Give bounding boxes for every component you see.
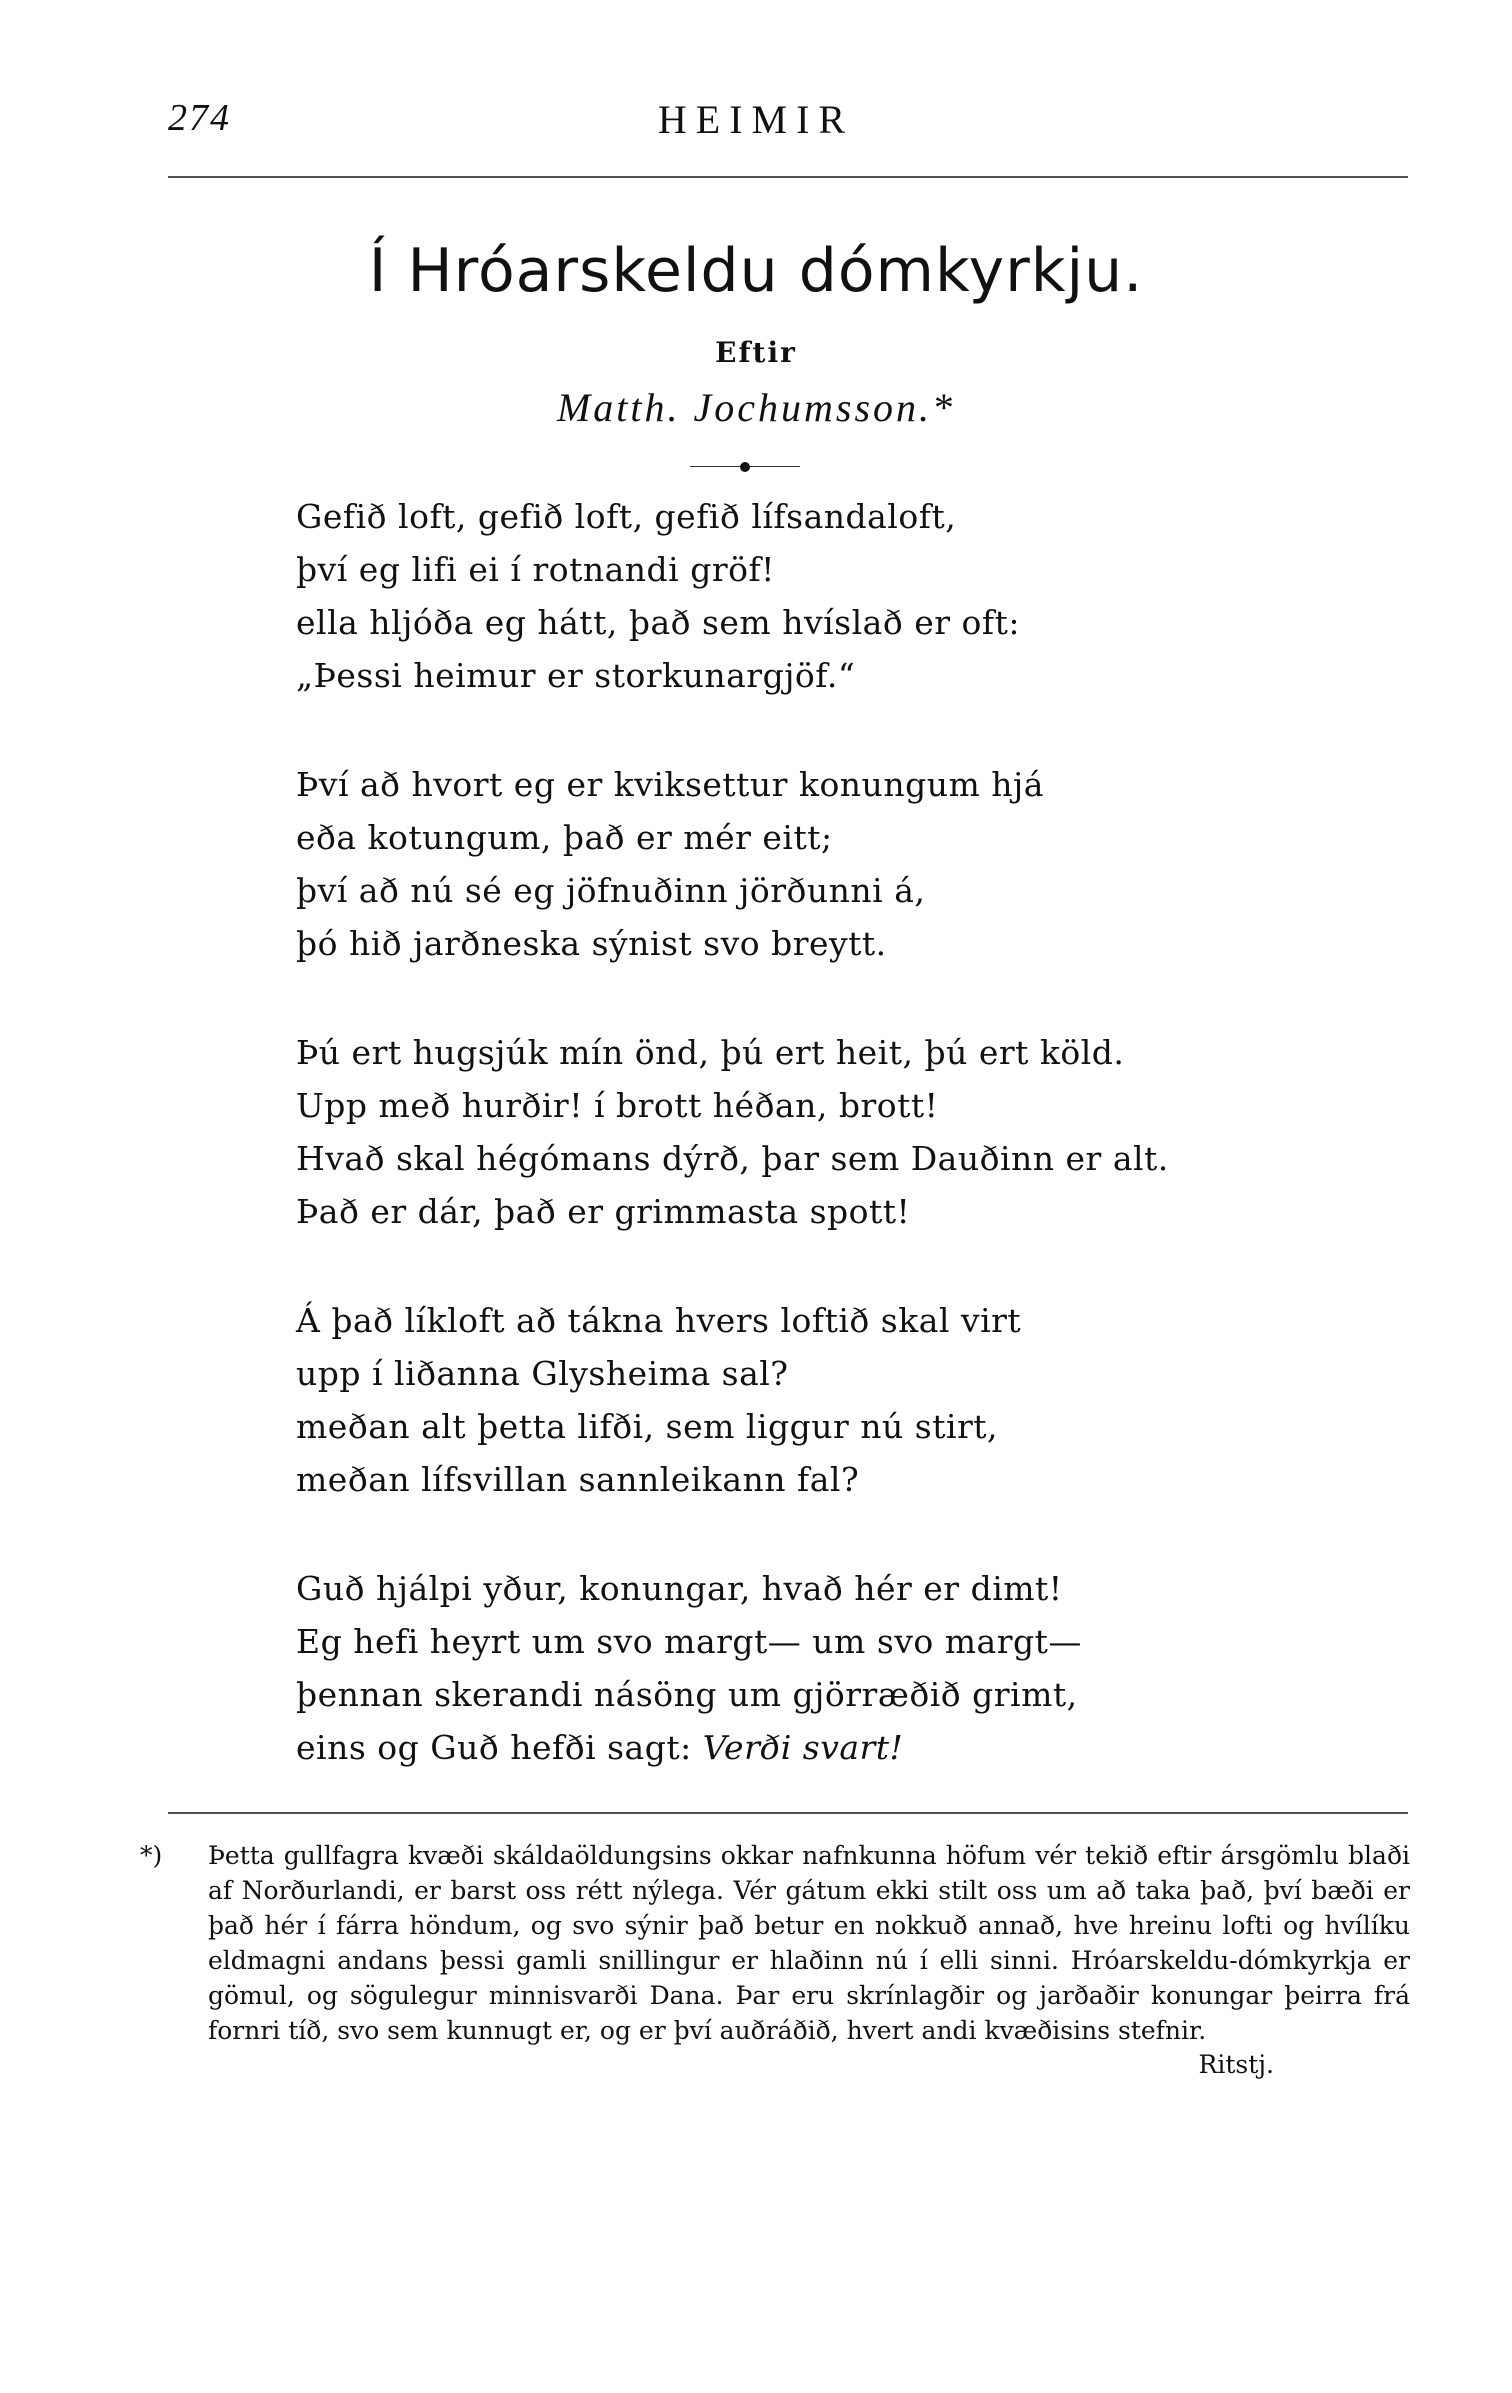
verse-line: því eg lifi ei í rotnandi gröf! <box>296 550 775 589</box>
page-number: 274 <box>168 97 231 139</box>
verse-line: Því að hvort eg er kviksettur konungum hjá <box>296 765 1044 804</box>
stanza-2 <box>296 758 1356 970</box>
verse-line-final-text: eins og Guð hefði sagt: <box>296 1728 703 1767</box>
verse-line: Gefið loft, gefið loft, gefið lífsandaloft, <box>296 497 957 536</box>
footnote-mark: *) <box>140 1841 163 1870</box>
ornament-divider <box>690 462 800 472</box>
verse-line: því að nú sé eg jöfnuðinn jörðunni á, <box>296 871 926 910</box>
verse-line: Það er dár, það er grimmasta spott! <box>296 1192 911 1231</box>
stanza-4 <box>296 1294 1356 1506</box>
poem-title: Í Hróarskeldu dómkyrkju. <box>368 236 1144 306</box>
stanza-1 <box>296 490 1356 702</box>
author-name: Matth. Jochumsson.* <box>556 385 956 430</box>
verse-line: eða kotungum, það er mér eitt; <box>296 818 833 857</box>
verse-line: Guð hjálpi yður, konungar, hvað hér er dimt! <box>296 1569 1063 1608</box>
verse-line: upp í liðanna Glysheima sal? <box>296 1354 789 1393</box>
byline-intro: Eftir <box>715 336 797 369</box>
footnote-text: Þetta gullfagra kvæði skáldaöldungsins okkar nafnkunna höfum vér tekið eftir ársgömlu blaði af Norðurlandi, er barst oss rétt nýlega. Vér gátum ekki stilt oss um að taka það, því bæði er það hér í fárra höndum, og svo sýnir það betur en nokkuð annað, hve hreinu lofti og hvílíku eldmagni andans þessi gamli snillingur er hlaðinn nú í elli sinni. Hróarskeldu-dómkyrkja er gömul, og sögulegur minnisvarði Dana. Þar eru skrínlagðir og jarðaðir konungar þeirra frá fornri tíð, svo sem kunnugt er, og er því auðráðið, hvert andi kvæðisins stefnir. <box>208 1841 1410 2045</box>
poem-body <box>296 490 1356 1830</box>
verse-line: Eg hefi heyrt um svo margt— um svo margt— <box>296 1622 1082 1661</box>
footnote-signature: Ritstj. <box>1198 2050 1274 2079</box>
footnote-rule <box>168 1812 1408 1814</box>
verse-line-final <box>296 1721 1356 1774</box>
verse-line: þó hið jarðneska sýnist svo breytt. <box>296 924 887 963</box>
stanza-3 <box>296 1026 1356 1238</box>
verse-line-final-italic: Verði svart! <box>702 1728 904 1767</box>
verse-line: ella hljóða eg hátt, það sem hvíslað er oft: <box>296 603 1020 642</box>
journal-name: HEIMIR <box>657 97 855 142</box>
verse-line: Hvað skal hégómans dýrð, þar sem Dauðinn er alt. <box>296 1139 1169 1178</box>
footnote <box>140 1838 1410 2079</box>
running-head <box>0 96 1512 156</box>
verse-line: þennan skerandi násöng um gjörræðið grimt, <box>296 1675 1078 1714</box>
verse-line: Upp með hurðir! í brott héðan, brott! <box>296 1086 939 1125</box>
stanza-5 <box>296 1562 1356 1774</box>
header-rule <box>168 176 1408 178</box>
verse-line: meðan lífsvillan sannleikann fal? <box>296 1460 860 1499</box>
verse-line: meðan alt þetta lifði, sem liggur nú stirt, <box>296 1407 999 1446</box>
verse-line: „Þessi heimur er storkunargjöf.“ <box>296 656 856 695</box>
verse-line: Á það líkloft að tákna hvers loftið skal virt <box>296 1301 1022 1340</box>
verse-line: Þú ert hugsjúk mín önd, þú ert heit, þú ert köld. <box>296 1033 1125 1072</box>
